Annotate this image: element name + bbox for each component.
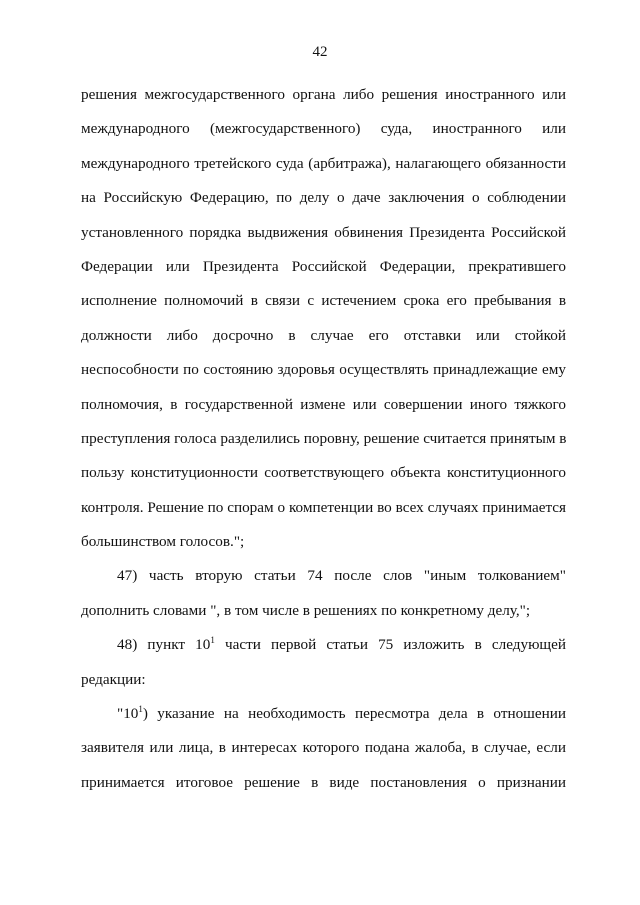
quoted-item-line [81,705,566,739]
page-number: 42 [312,44,328,60]
text-line: большинством голосов."; [81,533,245,551]
text-line: преступления голоса разделились поровну, решение считается принятым в [81,429,567,447]
text-line: неспособности по состоянию здоровья осуществлять принадлежащие ему [81,361,566,379]
text-line: международного (межгосударственного) суда, иностранного или [81,120,566,138]
body-text [81,86,566,808]
text-line: редакции: [81,670,146,688]
text-segment: части первой статьи 75 изложить в следующей [214,636,566,654]
text-line: Федерации или Президента Российской Федерации, прекратившего [81,257,566,275]
text-line: установленного порядка выдвижения обвинения Президента Российской [81,223,566,241]
item-47-line: 47) часть вторую статьи 74 после слов "иным толкованием" [117,567,566,585]
text-line: контроля. Решение по спорам о компетенции во всех случаях принимается [81,498,566,516]
text-line: дополнить словами ", в том числе в решениях по конкретному делу,"; [81,601,531,619]
text-line: заявителя или лица, в интересах которого подана жалоба, в случае, если [81,739,566,757]
text-line: исполнение полномочий в связи с истечением срока его пребывания в [81,292,566,310]
text-line: пользу конституционности соответствующего объекта конституционного [81,464,566,482]
superscript: 1 [138,704,143,715]
text-segment: ) указание на необходимость пересмотра дела в отношении [142,705,566,723]
text-segment: 48) пункт 10 [117,636,211,654]
superscript: 1 [210,635,215,646]
text-line: решения межгосударственного органа либо решения иностранного или [81,86,566,103]
text-line: на Российскую Федерацию, по делу о даче заключения о соблюдении [81,189,566,207]
text-line: международного третейского суда (арбитража), налагающего обязанности [81,154,566,172]
text-line: полномочия, в государственной измене или совершении иного тяжкого [81,395,566,413]
text-line: должности либо досрочно в случае его отставки или стойкой [81,326,566,344]
item-48-line [81,636,566,670]
text-line: принимается итоговое решение в виде постановления о признании [81,773,566,791]
text-segment: "10 [117,705,139,723]
